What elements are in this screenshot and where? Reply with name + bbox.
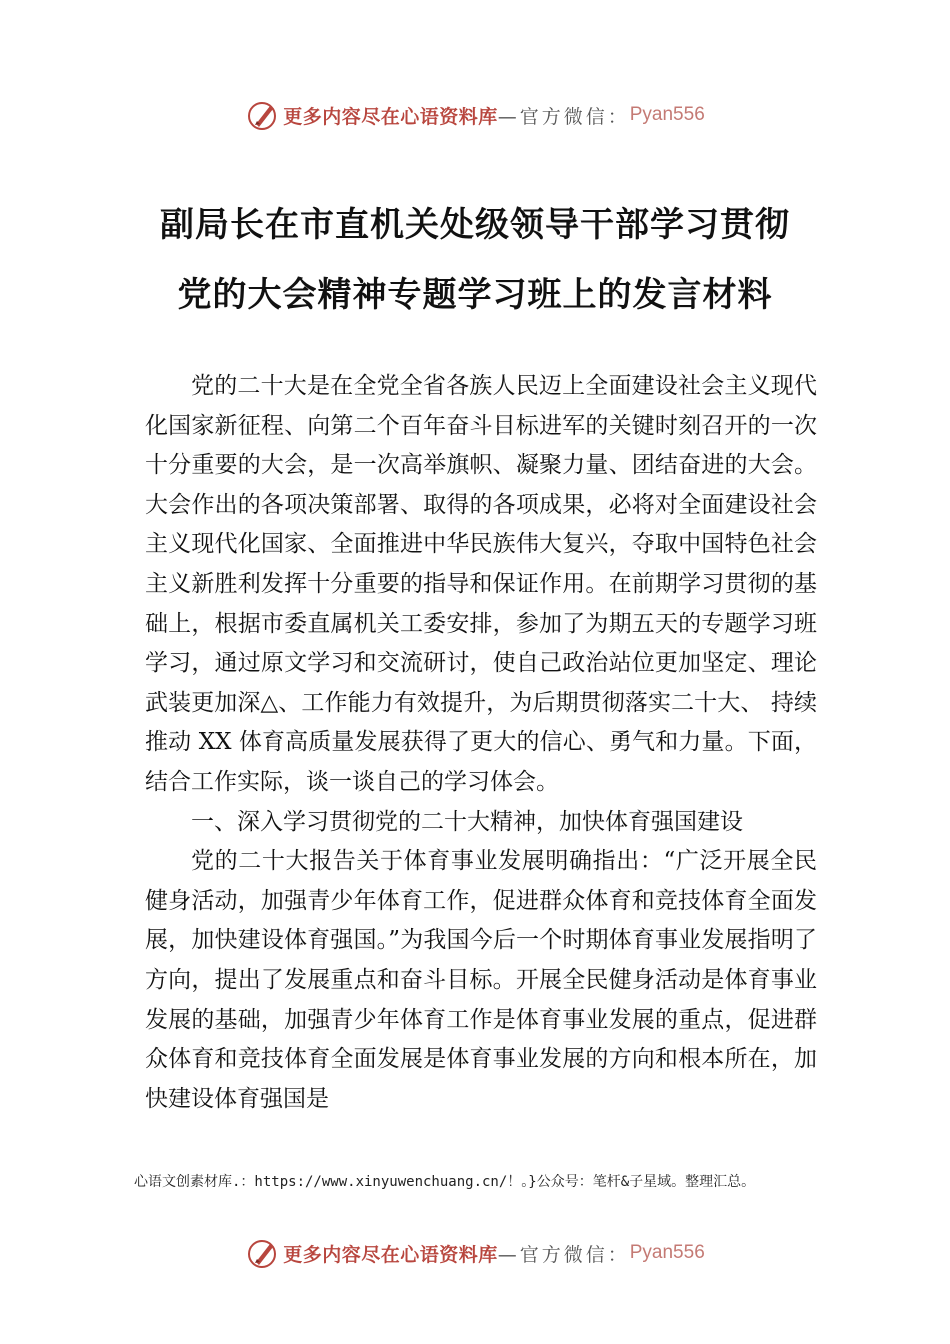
paragraph-section-1: 党的二十大报告关于体育事业发展明确指出：“广泛开展全民健身活动，加强青少年体育工作，促进群众体育和竞技体育全面发展，加快建设体育强国。”为我国今后一个时期体育事业发展指明了方向，提出了发展重点和奋斗目标。开展全民健身活动是体育事业发展的基础，加强青少年体育工作是体育事业发展的重点，促进群众体育和竞技体育全面发展是体育事业发展的方向和根本所在，加快建设体育强国是 [145,848,817,1112]
watermark-red-text: 更多内容尽在心语资料库 [283,105,498,128]
footer-source-note: 心语文创素材库.：https://www.xinyuwenchuang.cn/！。}公众号：笔杆&子星域。整理汇总。 [134,1174,756,1190]
pen-logo-icon [245,1236,279,1270]
watermark-dark-text: —官方微信： [497,1243,630,1266]
title-line-2: 党的大会精神专题学习班上的发言材料 [177,275,773,315]
watermark-wechat-id: Pyan556 [629,1242,705,1263]
pen-logo-icon [245,98,279,132]
watermark-red-text: 更多内容尽在心语资料库 [283,1243,498,1266]
title-line-1: 副局长在市直机关处级领导干部学习贯彻 [160,205,790,245]
document-body [145,367,817,1119]
section-heading-1: 一、深入学习贯彻党的二十大精神，加快体育强国建设 [191,808,743,835]
paragraph-intro: 党的二十大是在全党全省各族人民迈上全面建设社会主义现代化国家新征程、向第二个百年奋斗目标进军的关键时刻召开的一次十分重要的大会，是一次高举旗帜、凝聚力量、团结奋进的大会。大会作出的各项决策部署、取得的各项成果，必将对全面建设社会主义现代化国家、全面推进中华民族伟大复兴，夺取中国特色社会主义新胜利发挥十分重要的指导和保证作用。在前期学习贯彻的基础上，根据市委直属机关工委安排，参加了为期五天的专题学习班学习，通过原文学习和交流研讨，使自己政治站位更加坚定、理论武装更加深△、工作能力有效提升，为后期贯彻落实二十大、 持续推动 XX 体育高质量发展获得了更大的信心、勇气和力量。下面，结合工作实际，谈一谈自己的学习体会。 [145,373,817,795]
document-title [0,190,950,330]
header-watermark [0,95,950,135]
watermark-dark-text: —官方微信： [497,105,630,128]
footer-watermark [0,1233,950,1273]
watermark-wechat-id: Pyan556 [629,104,705,125]
